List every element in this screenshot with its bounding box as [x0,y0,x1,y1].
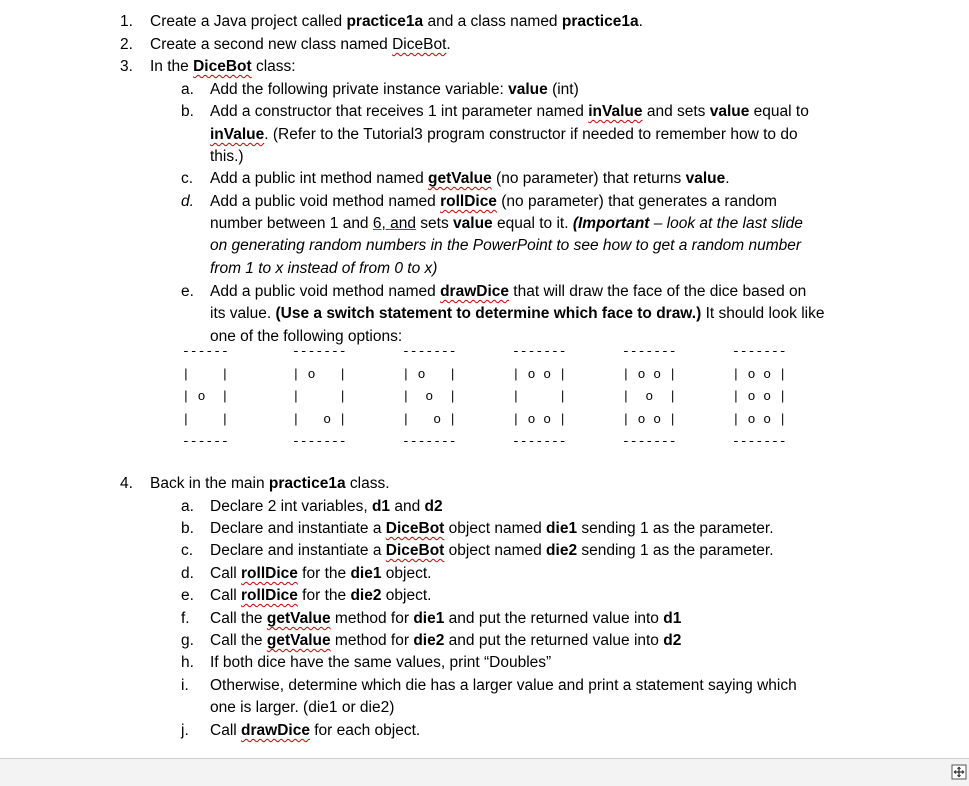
dice-bottom: ------- [292,434,347,449]
subitem-text: Call the getValue method for die2 and put the returned value into d2 [210,632,682,649]
dice-top: ------- [292,344,347,359]
dice-bottom: ------- [402,434,457,449]
subitem-letter: d. [181,193,194,210]
item-number: 2. [120,36,133,53]
subitem-letter: e. [181,283,194,300]
subitem-text-line: one of the following options: [210,328,403,345]
dice-top: ------ [182,344,229,359]
subitem-text-line: number between 1 and 6, and sets value equal to it. (Important – look at the last slide [210,215,803,232]
subitem-text: Add a public int method named getValue (no parameter) that returns value. [210,170,730,187]
subitem-text: Add a public void method named drawDice that will draw the face of the dice based on [210,283,807,300]
dice-bottom: ------- [622,434,677,449]
subitem-letter: g. [181,632,194,649]
dice-row: | o | [292,411,347,427]
subitem-text: Call drawDice for each object. [210,722,421,739]
dice-row: | | [292,389,347,404]
subitem-letter: b. [181,103,194,120]
subitem-text-line: one is larger. (die1 or die2) [210,699,395,716]
subitem-text: Add the following private instance variable: value (int) [210,81,579,98]
dice-row: | | [182,366,229,382]
item-number: 4. [120,475,133,492]
subitem-text: If both dice have the same values, print “Doubles” [210,654,552,671]
dice-row: | o o | [512,411,567,427]
subitem-letter: j. [181,722,189,739]
subitem-text: Declare and instantiate a DiceBot object named die1 sending 1 as the parameter. [210,520,774,537]
dice-bottom: ------- [512,434,567,449]
dice-row: | o | [622,389,677,404]
item-number: 1. [120,13,133,30]
dice-face-6 [732,341,787,454]
subitem-text-line: its value. (Use a switch statement to determine which face to draw.) It should look like [210,305,825,322]
dice-bottom: ------ [182,434,229,449]
subitem-letter: c. [181,542,194,559]
subitem-text: Otherwise, determine which die has a larger value and print a statement saying which [210,677,797,694]
subitem-letter: i. [181,677,189,694]
dice-top: ------- [512,344,567,359]
dice-row: | o | [292,366,347,382]
subitem-text-line: on generating random numbers in the PowerPoint to see how to get a random number [210,237,802,254]
dice-row: | o | [402,411,457,427]
subitem-text: Call rollDice for the die2 object. [210,587,432,604]
subitem-letter: c. [181,170,194,187]
dice-row: | o o | [622,366,677,382]
subitem-text: Declare 2 int variables, d1 and d2 [210,498,443,515]
subitem-letter: b. [181,520,194,537]
dice-row: | o | [402,389,457,404]
window-bottom-strip [0,758,969,786]
dice-row: | o o | [732,389,787,404]
item-text: Back in the main practice1a class. [150,475,390,492]
subitem-text: Add a public void method named rollDice (no parameter) that generates a random [210,193,777,210]
dice-row: | o o | [622,411,677,427]
item-number: 3. [120,58,133,75]
dice-face-5 [622,341,677,454]
subitem-letter: e. [181,587,194,604]
subitem-letter: a. [181,81,194,98]
dice-face-2 [292,341,347,454]
subitem-text: Add a constructor that receives 1 int parameter named inValue and sets value equal to [210,103,809,120]
dice-top: ------- [402,344,457,359]
dice-row: | o | [402,366,457,382]
dice-row: | o o | [732,411,787,427]
subitem-letter: a. [181,498,194,515]
subitem-letter: h. [181,654,194,671]
dice-row: | | [182,411,229,427]
dice-bottom: ------- [732,434,787,449]
item-text: Create a second new class named DiceBot. [150,36,451,53]
subitem-text: Declare and instantiate a DiceBot object named die2 sending 1 as the parameter. [210,542,774,559]
dice-face-4 [512,341,567,454]
table-move-handle-icon[interactable] [951,764,967,780]
subitem-letter: d. [181,565,194,582]
subitem-text: Call the getValue method for die1 and put the returned value into d1 [210,610,682,627]
dice-face-3 [402,341,457,454]
subitem-text-line: from 1 to x instead of from 0 to x) [210,260,438,277]
dice-top: ------- [732,344,787,359]
dice-row: | o o | [512,366,567,382]
dice-top: ------- [622,344,677,359]
dice-row: | | [512,389,567,404]
item-text: In the DiceBot class: [150,58,296,75]
dice-row: | o o | [732,366,787,382]
subitem-letter: f. [181,610,190,627]
dice-row: | o | [182,389,229,404]
dice-face-1 [182,341,229,454]
subitem-text-line: inValue. (Refer to the Tutorial3 program constructor if needed to remember how to do [210,126,798,143]
subitem-text-line: this.) [210,148,244,165]
subitem-text: Call rollDice for the die1 object. [210,565,432,582]
item-text: Create a Java project called practice1a and a class named practice1a. [150,13,643,30]
